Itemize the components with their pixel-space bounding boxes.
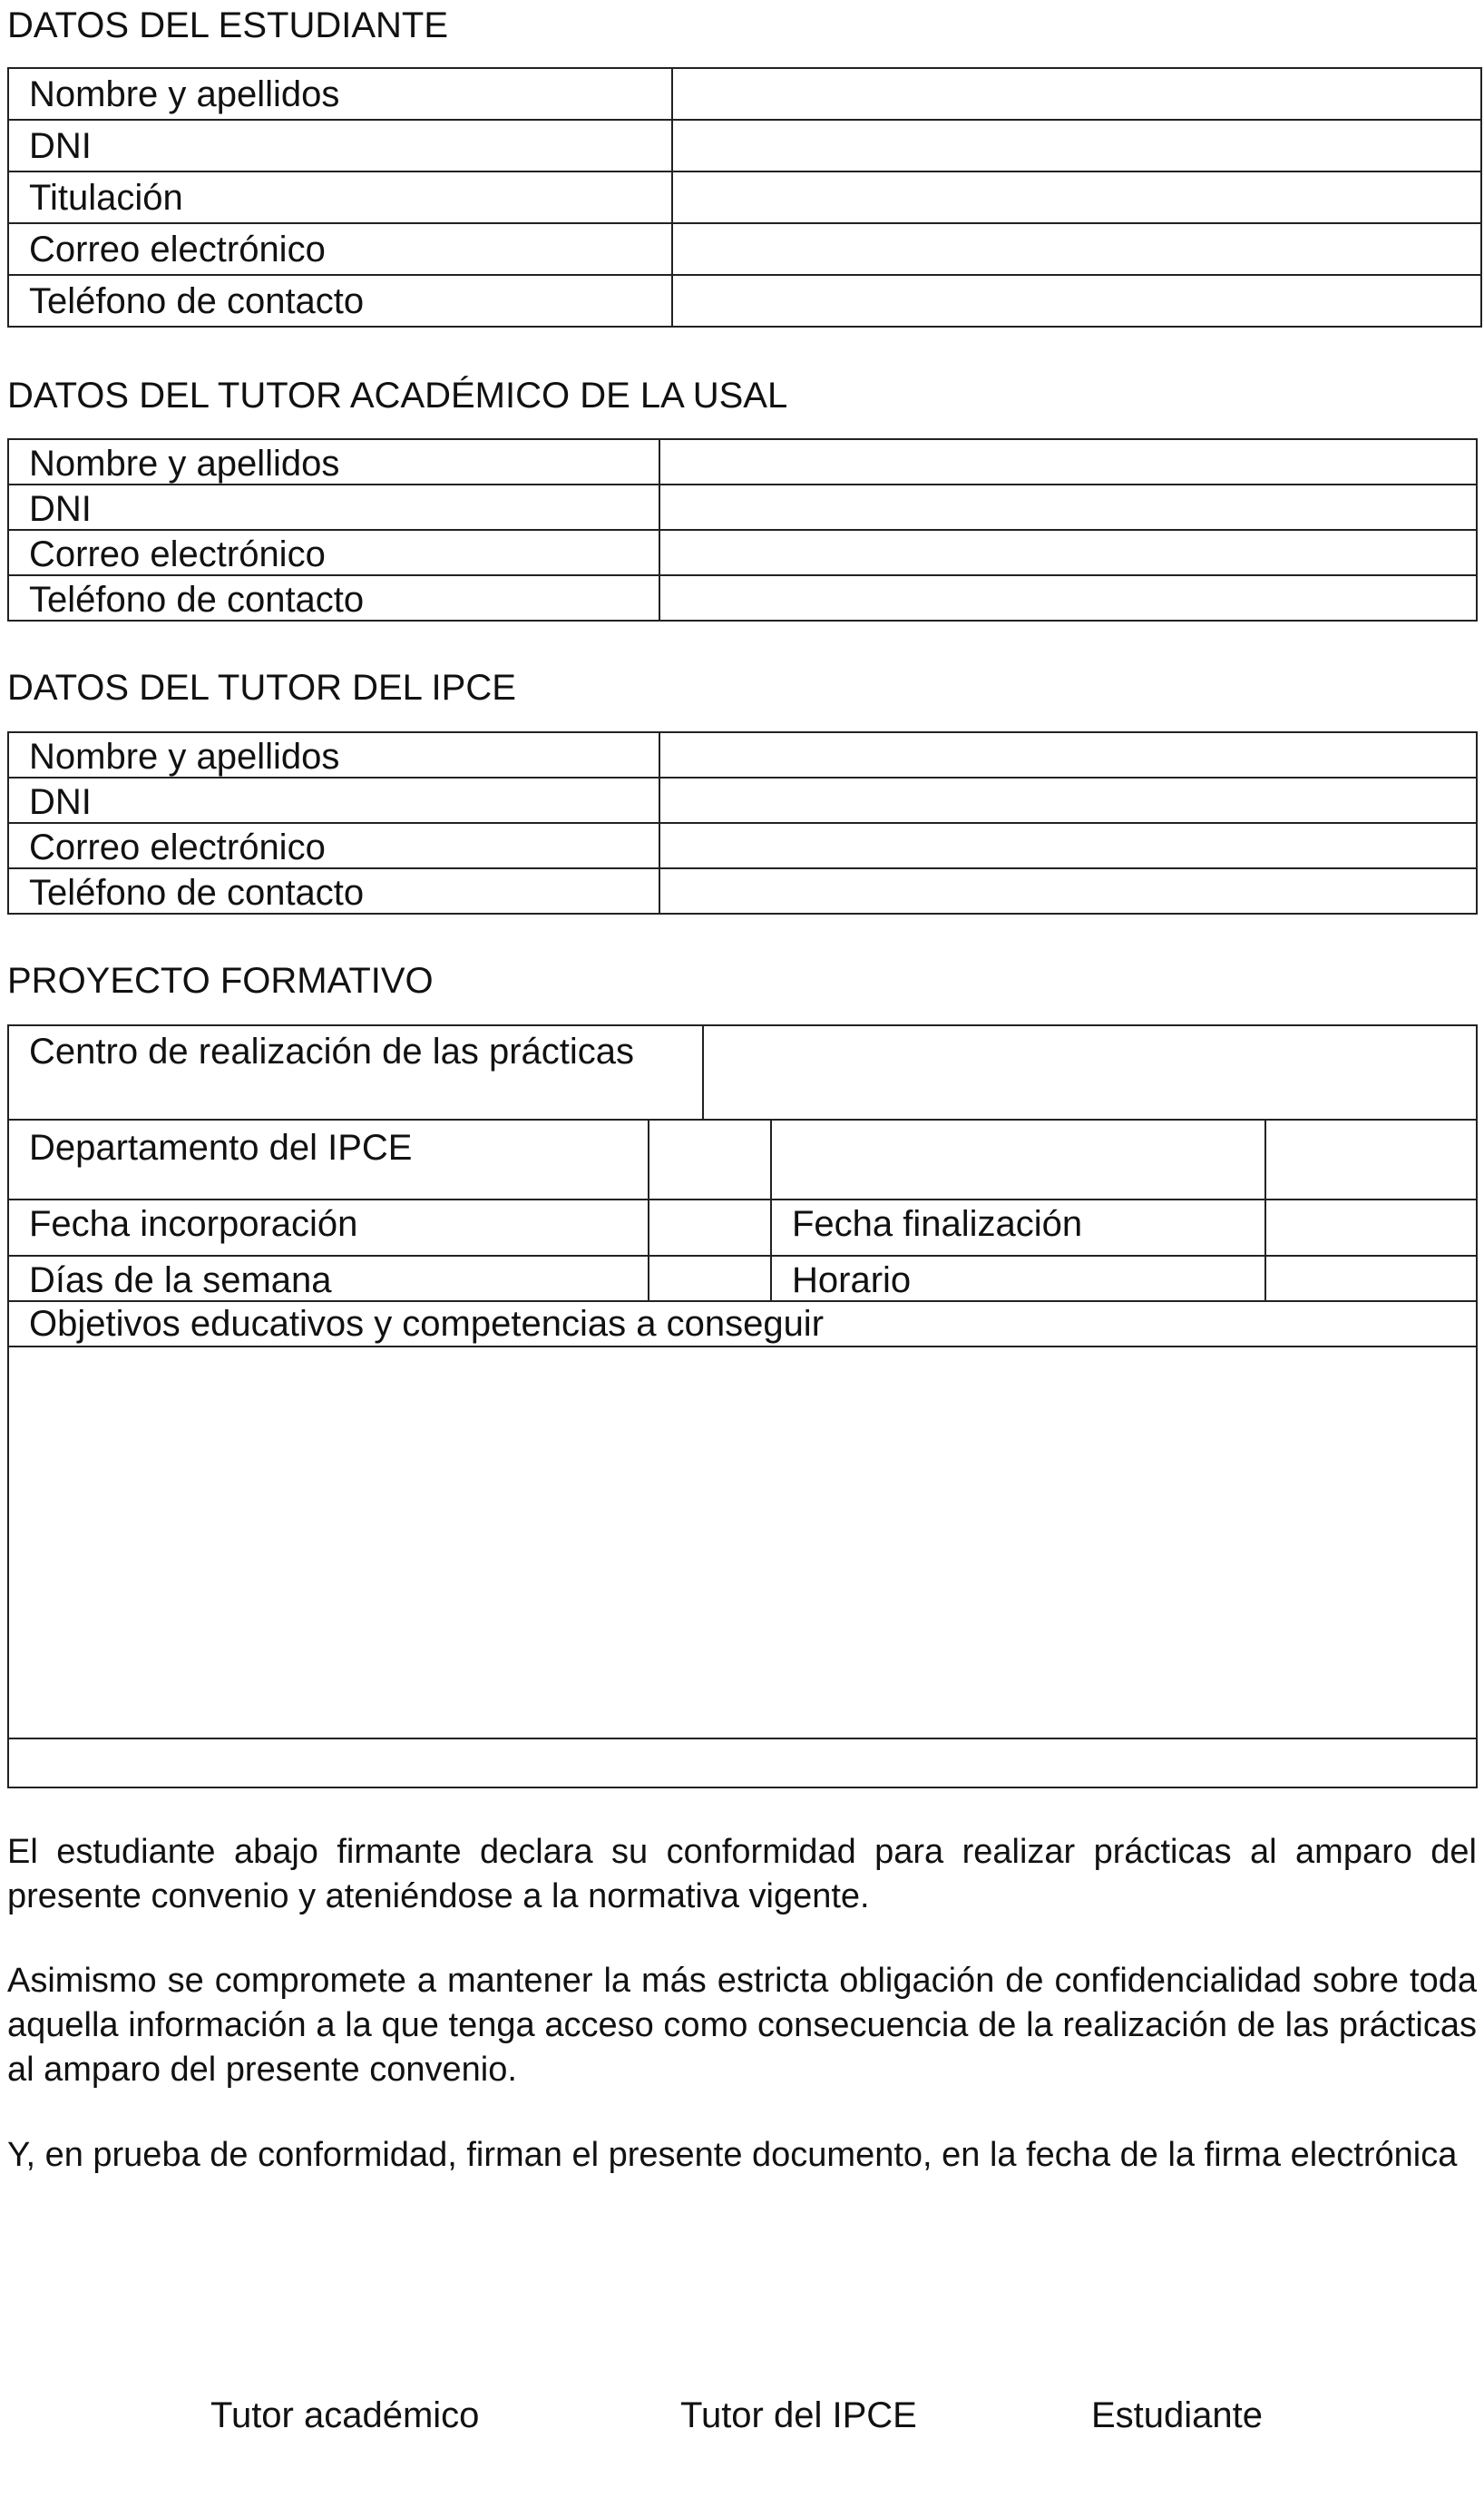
tutor-academico-table — [7, 438, 1478, 622]
field-dni[interactable] — [660, 779, 1476, 824]
table-row-label-cell — [9, 824, 660, 869]
label-dni: DNI — [29, 489, 92, 529]
signature-tutor-ipce: Tutor del IPCE — [680, 2395, 917, 2435]
empty-cell — [772, 1121, 1266, 1200]
table-row-label-cell — [9, 485, 660, 531]
table-row-label-cell — [9, 69, 673, 121]
field-telefono[interactable] — [660, 576, 1476, 620]
label-fecha-incorporacion: Fecha incorporación — [29, 1204, 358, 1244]
label-nombre: Nombre y apellidos — [29, 737, 340, 777]
table-row-label-cell — [9, 172, 673, 224]
field-horario[interactable] — [1266, 1257, 1476, 1302]
field-centro[interactable] — [704, 1026, 1476, 1121]
table-row-label-cell — [9, 576, 660, 620]
label-departamento: Departamento del IPCE — [29, 1128, 413, 1168]
field-dias-semana[interactable] — [649, 1257, 772, 1302]
declaracion-paragraph-3: Y, en prueba de conformidad, firman el presente documento, en la fecha de la firma electrónica — [7, 2136, 1458, 2174]
field-dni[interactable] — [660, 485, 1476, 531]
declaracion-paragraph-1: El estudiante abajo firmante declara su conformidad para realizar prácticas al amparo del presente convenio y ateniéndose a la normativa vigente. — [7, 1833, 1477, 1915]
field-titulacion[interactable] — [673, 172, 1480, 224]
label-horario: Horario — [792, 1260, 912, 1300]
section-title-proyecto: PROYECTO FORMATIVO — [7, 961, 434, 1001]
label-telefono: Teléfono de contacto — [29, 281, 365, 321]
label-dni: DNI — [29, 126, 92, 166]
label-cell-fecha-finalizacion — [772, 1200, 1266, 1257]
field-correo[interactable] — [660, 824, 1476, 869]
label-correo: Correo electrónico — [29, 828, 326, 867]
label-titulacion: Titulación — [29, 178, 183, 218]
declaracion-paragraph-2: Asimismo se compromete a mantener la más estricta obligación de confidencialidad sobre toda aquella información a la que tenga acceso como consecuencia de la realización de las prácticas al amparo del presente convenio. — [7, 1962, 1477, 2089]
label-cell-centro — [9, 1026, 704, 1121]
table-row-label-cell — [9, 531, 660, 576]
estudiante-table — [7, 67, 1482, 328]
field-telefono[interactable] — [673, 276, 1480, 326]
label-cell-fecha-incorporacion — [9, 1200, 649, 1257]
table-row-label-cell — [9, 733, 660, 779]
label-fecha-finalizacion: Fecha finalización — [792, 1204, 1083, 1244]
empty-row — [9, 1739, 1476, 1787]
tutor-ipce-table — [7, 731, 1478, 915]
label-cell-departamento — [9, 1121, 649, 1200]
field-correo[interactable] — [660, 531, 1476, 576]
table-row-label-cell — [9, 121, 673, 172]
table-row-label-cell — [9, 779, 660, 824]
section-title-estudiante: DATOS DEL ESTUDIANTE — [7, 5, 449, 45]
label-dias-semana: Días de la semana — [29, 1260, 332, 1300]
label-dni: DNI — [29, 782, 92, 822]
signature-tutor-academico: Tutor académico — [210, 2395, 480, 2435]
field-fecha-incorporacion[interactable] — [649, 1200, 772, 1257]
signature-estudiante: Estudiante — [1091, 2395, 1264, 2435]
label-centro: Centro de realización de las prácticas — [29, 1032, 635, 1072]
field-correo[interactable] — [673, 224, 1480, 276]
table-row-label-cell — [9, 276, 673, 326]
field-nombre[interactable] — [660, 440, 1476, 485]
empty-cell — [1266, 1121, 1476, 1200]
field-nombre[interactable] — [673, 69, 1480, 121]
field-dni[interactable] — [673, 121, 1480, 172]
field-telefono[interactable] — [660, 869, 1476, 913]
field-objetivos[interactable] — [9, 1347, 1476, 1739]
table-row-label-cell — [9, 224, 673, 276]
label-cell-objetivos — [9, 1302, 1476, 1347]
label-cell-horario — [772, 1257, 1266, 1302]
field-nombre[interactable] — [660, 733, 1476, 779]
proyecto-table — [7, 1024, 1478, 1788]
section-title-tutor-ipce: DATOS DEL TUTOR DEL IPCE — [7, 668, 516, 708]
label-objetivos: Objetivos educativos y competencias a conseguir — [29, 1304, 825, 1344]
table-row-label-cell — [9, 440, 660, 485]
label-telefono: Teléfono de contacto — [29, 873, 365, 913]
label-nombre: Nombre y apellidos — [29, 74, 340, 114]
label-telefono: Teléfono de contacto — [29, 580, 365, 620]
field-departamento[interactable] — [649, 1121, 772, 1200]
label-cell-dias-semana — [9, 1257, 649, 1302]
label-nombre: Nombre y apellidos — [29, 444, 340, 484]
label-correo: Correo electrónico — [29, 230, 326, 269]
section-title-tutor-academico: DATOS DEL TUTOR ACADÉMICO DE LA USAL — [7, 376, 788, 416]
label-correo: Correo electrónico — [29, 534, 326, 574]
field-fecha-finalizacion[interactable] — [1266, 1200, 1476, 1257]
table-row-label-cell — [9, 869, 660, 913]
